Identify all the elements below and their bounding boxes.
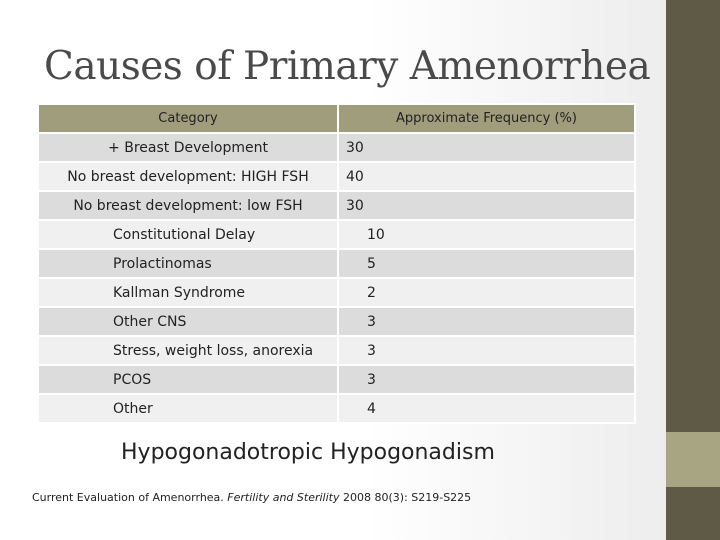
row-frequency: 3 xyxy=(338,307,635,336)
table-row xyxy=(38,278,635,307)
header-category: Category xyxy=(38,104,338,133)
table-row xyxy=(38,307,635,336)
row-category: No breast development: low FSH xyxy=(38,191,338,220)
table-row xyxy=(38,162,635,191)
table-row xyxy=(38,133,635,162)
row-frequency: 30 xyxy=(338,191,635,220)
row-frequency: 10 xyxy=(338,220,635,249)
row-frequency: 30 xyxy=(338,133,635,162)
row-frequency: 2 xyxy=(338,278,635,307)
citation-journal: Fertility and Sterility xyxy=(227,491,340,504)
row-frequency: 40 xyxy=(338,162,635,191)
row-frequency: 3 xyxy=(338,336,635,365)
citation-suffix: 2008 80(3): S219-S225 xyxy=(339,491,472,504)
row-frequency: 4 xyxy=(338,394,635,423)
slide-title: Causes of Primary Amenorrhea xyxy=(44,44,651,89)
frequency-table xyxy=(37,103,636,424)
sidebar-accent xyxy=(666,432,720,487)
table-row xyxy=(38,394,635,423)
row-category: PCOS xyxy=(38,365,338,394)
table-row xyxy=(38,249,635,278)
row-category: Kallman Syndrome xyxy=(38,278,338,307)
row-category: Stress, weight loss, anorexia xyxy=(38,336,338,365)
table-caption: Hypogonadotropic Hypogonadism xyxy=(121,440,495,465)
row-category: Other xyxy=(38,394,338,423)
header-frequency: Approximate Frequency (%) xyxy=(338,104,635,133)
citation xyxy=(32,491,471,504)
table-row xyxy=(38,336,635,365)
row-frequency: 3 xyxy=(338,365,635,394)
row-category: Other CNS xyxy=(38,307,338,336)
table-header-row xyxy=(38,104,635,133)
table-row xyxy=(38,365,635,394)
row-category: No breast development: HIGH FSH xyxy=(38,162,338,191)
row-frequency: 5 xyxy=(338,249,635,278)
row-category: Prolactinomas xyxy=(38,249,338,278)
table-row xyxy=(38,220,635,249)
table-row xyxy=(38,191,635,220)
row-category: + Breast Development xyxy=(38,133,338,162)
row-category: Constitutional Delay xyxy=(38,220,338,249)
citation-prefix: Current Evaluation of Amenorrhea. xyxy=(32,491,228,504)
